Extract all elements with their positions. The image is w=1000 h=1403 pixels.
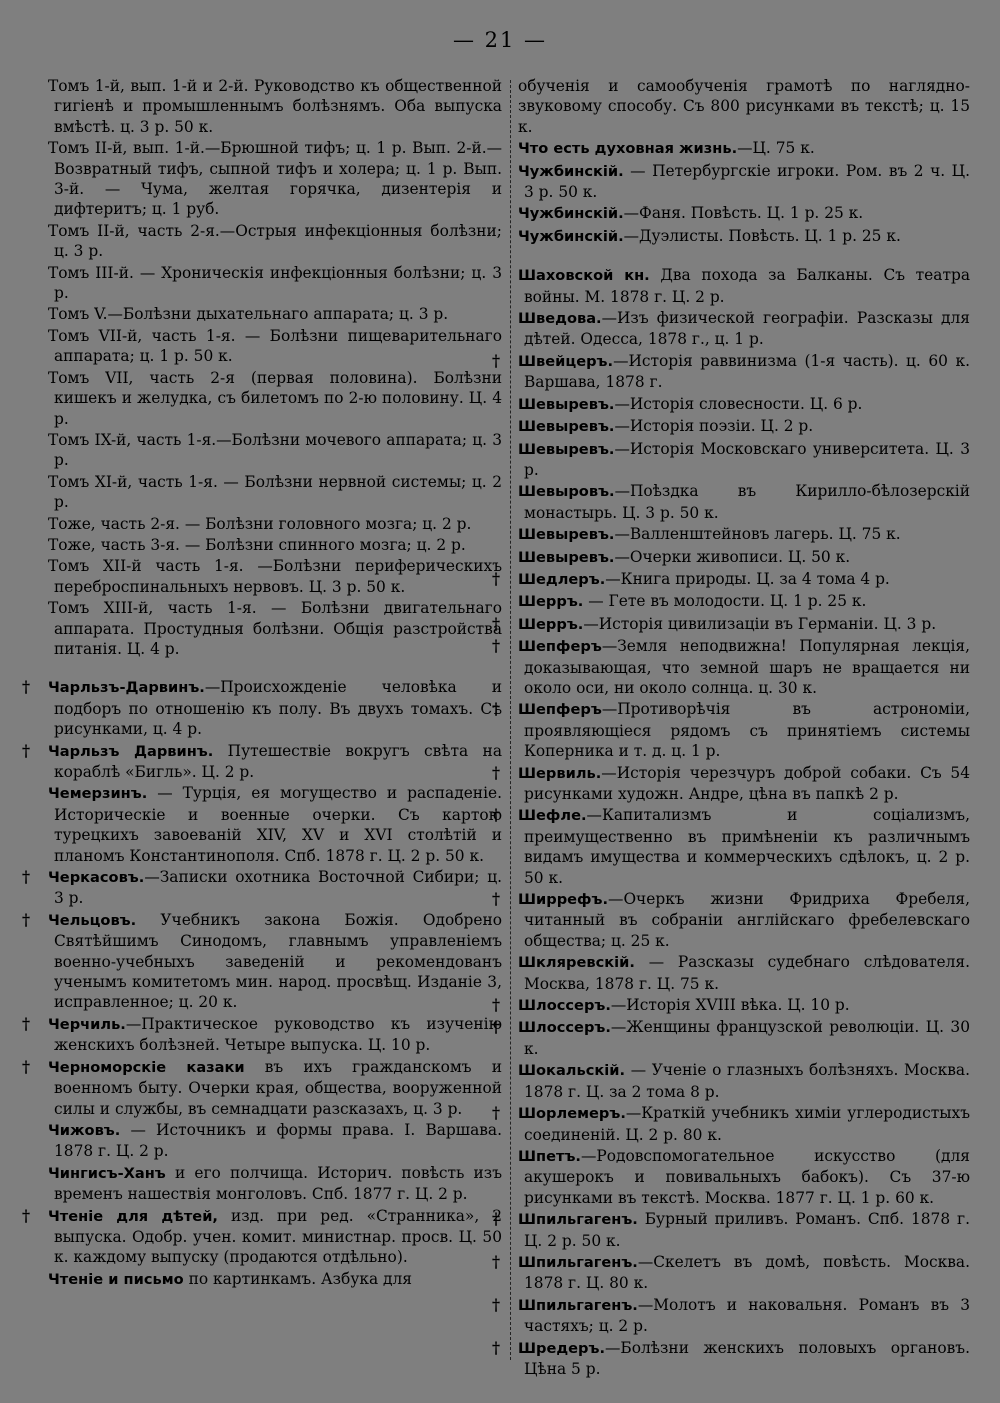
entry-text: —Дуэлисты. Повѣсть. Ц. 1 р. 25 к. [623, 226, 901, 245]
entry-text: —Скелетъ въ домѣ, повѣсть. Москва. 1878 г. Ц. 80 к. [524, 1252, 970, 1293]
entry-text: —Краткій учебникъ химіи углеродистыхъ соединеній. Ц. 2 р. 80 к. [524, 1104, 970, 1144]
column-divider [510, 80, 511, 1360]
entry-author: Что есть духовная жизнь. [518, 140, 738, 158]
catalog-entry [518, 1252, 970, 1294]
entry-text: —Валленштейновъ лагерь. Ц. 75 к. [614, 525, 901, 544]
catalog-entry [48, 910, 502, 1013]
catalog-entry [48, 472, 502, 513]
entry-author: Чтеніе для дѣтей, [48, 1207, 218, 1225]
catalog-entry [48, 326, 502, 367]
catalog-entry [518, 1017, 970, 1059]
entry-author: Шкляревскій. [518, 954, 635, 972]
catalog-entry [518, 161, 970, 203]
entry-author: Чарльзъ Дарвинъ. [48, 742, 214, 760]
catalog-entry [48, 368, 502, 429]
catalog-entry [48, 741, 502, 783]
entry-author: Ширрефъ. [518, 891, 609, 909]
entry-author: Шредеръ. [518, 1339, 606, 1357]
catalog-entry [48, 430, 502, 471]
catalog-entry [518, 1146, 970, 1208]
entry-author: Шевыревъ. [518, 548, 615, 566]
catalog-entry [518, 805, 970, 888]
entry-text: — Ученіе о глазныхъ болѣзняхъ. Москва. 1878 г. Ц. за 2 тома 8 р. [524, 1061, 970, 1101]
entry-author: Шпильгагенъ. [518, 1211, 638, 1229]
entry-author: Шорлемеръ. [518, 1105, 626, 1123]
entry-author: Шлоссеръ. [518, 1019, 611, 1037]
entry-text: Томъ III-й. — Хроническія инфекціонныя болѣзни; ц. 3 р. [48, 263, 502, 303]
catalog-entry [48, 263, 502, 304]
entry-author: Швейцеръ. [518, 352, 614, 370]
entry-text: Бурный приливъ. Романъ. Спб. 1878 г. Ц. 2 р. 50 к. [524, 1210, 970, 1250]
catalog-entry [518, 1060, 970, 1102]
catalog-entry [518, 138, 970, 159]
entry-text: Учебникъ закона Божія. Одобрено Святѣйшимъ Синодомъ, главнымъ управленіемъ военно-учебныхъ заведеній и рекомендованъ ученымъ комитетомъ мин. народ. просвѣщ. Изданіе 3, исправленное; ц. 20 к. [54, 910, 502, 1012]
catalog-entry [48, 221, 502, 262]
page-number: — 21 — [452, 28, 548, 52]
entry-author: Черноморскіе казаки [48, 1058, 245, 1076]
entry-author: Чингисъ-Ханъ [48, 1164, 166, 1182]
entry-text: —Поѣздка въ Кирилло-бѣлозерскій монастырь. Ц. 3 р. 50 к. [524, 482, 970, 522]
entry-author: Чужбинскій. [518, 227, 624, 245]
catalog-entry [518, 569, 970, 590]
entry-text: Два похода за Балканы. Съ театра войны. М. 1878 г. Ц. 2 р. [524, 266, 970, 306]
entry-text: — Петербургскіе игроки. Ром. въ 2 ч. Ц. 3 р. 50 к. [524, 161, 970, 202]
catalog-entry [518, 351, 970, 393]
entry-author: Шевыревъ. [518, 526, 615, 544]
catalog-entry [518, 416, 970, 437]
entry-author: Чужбинскій. [518, 162, 624, 180]
catalog-entry [518, 308, 970, 350]
entry-author: Шевыровъ. [518, 483, 615, 501]
catalog-entry [48, 867, 502, 909]
entry-author: Шерръ. [518, 615, 584, 633]
entry-author: Шепферъ [518, 638, 602, 656]
entry-author: Чижовъ. [48, 1121, 121, 1139]
entry-text: — Гете въ молодости. Ц. 1 р. 25 к. [583, 592, 867, 611]
catalog-entry [518, 699, 970, 761]
entry-author: Черчиль. [48, 1015, 126, 1033]
catalog-entry [518, 995, 970, 1016]
entry-text: Томъ VII-й, часть 1-я. — Болѣзни пищеварительнаго аппарата; ц. 1 р. 50 к. [48, 326, 502, 366]
entry-text: —Противорѣчія въ астрономіи, проявляющіеся рядомъ съ принятіемъ системы Коперника и т. д. ц. 1 р. [524, 700, 970, 761]
entry-author: Шокальскій. [518, 1062, 626, 1080]
catalog-entry [518, 614, 970, 635]
catalog-entry [518, 76, 970, 137]
left-column [48, 76, 502, 1291]
catalog-entry [48, 556, 502, 597]
catalog-entry [48, 1057, 502, 1119]
entry-author: Чужбинскій. [518, 205, 624, 223]
entry-text: —Исторія Московскаго университета. Ц. 3 р. [524, 439, 970, 479]
entry-text: обученія и самообученія грамотѣ по наглядно-звуковому способу. Съ 800 рисунками въ текстѣ; ц. 15 к. [518, 77, 970, 136]
entry-author: Шпетъ. [518, 1147, 581, 1165]
entry-text: —Происхожденіе человѣка и подборъ по отношенію къ полу. Въ двухъ томахъ. Съ рисунками, ц. 4 р. [54, 678, 502, 739]
entry-text: — Турція, ея могущество и распаденіе. Историческіе и военные очерки. Съ картою турецкихъ завоеваній XIV, XV и XVI столѣтій и планомъ Константинополя. Спб. 1878 г. Ц. 2 р. 50 к. [54, 784, 502, 865]
catalog-entry [518, 203, 970, 224]
entry-text: —Болѣзни женскихъ половыхъ органовъ. Цѣна 5 р. [524, 1338, 970, 1378]
entry-text: —Фаня. Повѣсть. Ц. 1 р. 25 к. [623, 204, 864, 223]
catalog-entry [48, 1206, 502, 1268]
entry-author: Шлоссеръ. [518, 997, 611, 1015]
entry-text: и его полчища. Историч. повѣсть изъ временъ нашествія монголовъ. Спб. 1877 г. Ц. 2 р. [54, 1163, 502, 1204]
entry-text: — Разсказы судебнаго слѣдователя. Москва, 1878 г. Ц. 75 к. [524, 953, 970, 993]
catalog-entry [48, 598, 502, 659]
entry-text: —Исторія раввинизма (1-я часть). ц. 60 к. Варшава, 1878 г. [524, 351, 970, 392]
catalog-entry [518, 591, 970, 612]
catalog-entry [48, 304, 502, 324]
entry-author: Шерръ. [518, 593, 584, 611]
entry-text: по картинкамъ. Азбука для [183, 1269, 413, 1288]
catalog-entry [48, 1269, 502, 1290]
entry-text: —Изъ физической географіи. Разсказы для дѣтей. Одесса, 1878 г., ц. 1 р. [524, 309, 970, 349]
entry-author: Шаховской кн. [518, 267, 650, 285]
entry-author: Шевыревъ. [518, 440, 615, 458]
entry-text: Томъ V.—Болѣзни дыхательнаго аппарата; ц. 3 р. [48, 305, 449, 324]
entry-text: —Очеркъ жизни Фридриха Фребеля, читанный въ собраніи англійскаго фребелевскаго общества; ц. 25 к. [524, 890, 970, 950]
catalog-entry [518, 547, 970, 568]
entry-text: Тоже, часть 2-я. — Болѣзни головного мозга; ц. 2 р. [48, 514, 472, 533]
entry-text: —Молотъ и наковальня. Романъ въ 3 частяхъ; ц. 2 р. [524, 1295, 970, 1336]
entry-text: Тоже, часть 3-я. — Болѣзни спинного мозга; ц. 2 р. [48, 535, 466, 554]
entry-author: Шевыревъ. [518, 418, 615, 436]
entry-author: Шпильгагенъ. [518, 1296, 638, 1314]
catalog-entry [518, 1295, 970, 1337]
catalog-entry [48, 76, 502, 137]
entry-text: изд. при ред. «Странника», 2 выпуска. Одобр. учен. комит. министнар. просв. Ц. 50 к. каждому выпуску (продаются отдѣльно). [54, 1206, 502, 1267]
catalog-entry [518, 524, 970, 545]
entry-author: Чарльзъ-Дарвинъ. [48, 679, 205, 697]
catalog-entry [518, 439, 970, 481]
entry-text: —Записки охотника Восточной Сибири; ц. 3 р. [54, 868, 502, 908]
catalog-entry [48, 138, 502, 220]
entry-author: Шведова. [518, 310, 602, 328]
catalog-entry [48, 535, 502, 555]
catalog-entry [518, 889, 970, 951]
entry-text: Томъ 1-й, вып. 1-й и 2-й. Руководство къ общественной гигіенѣ и промышленнымъ болѣзнямъ. Оба выпуска вмѣстѣ. ц. 3 р. 50 к. [48, 77, 502, 136]
catalog-entry [518, 1103, 970, 1145]
entry-text: —Исторія словесности. Ц. 6 р. [614, 394, 863, 413]
entry-text: Томъ II-й, часть 2-я.—Острыя инфекціонныя болѣзни; ц. 3 р. [48, 221, 502, 261]
entry-text: —Исторія поэзіи. Ц. 2 р. [614, 417, 814, 436]
catalog-entry [518, 265, 970, 307]
entry-author: Шефле. [518, 807, 587, 825]
entry-author: Шпильгагенъ. [518, 1253, 638, 1271]
catalog-entry [518, 1209, 970, 1251]
entry-author: Шепферъ [518, 701, 602, 719]
entry-author: Шедлеръ. [518, 570, 606, 588]
catalog-entry [518, 481, 970, 523]
catalog-entry [518, 394, 970, 415]
entry-author: Чтеніе и письмо [48, 1270, 184, 1288]
entry-text: —Капитализмъ и соціализмъ, преимущественно въ примѣненіи къ различнымъ видамъ имущества и коммерческихъ сдѣлокъ, ц. 2 р. 50 к. [524, 806, 970, 887]
entry-text: — Источникъ и формы права. I. Варшава. 1878 г. Ц. 2 р. [54, 1120, 502, 1161]
entry-text: Томъ XII-й часть 1-я. —Болѣзни периферическихъ переброспинальныхъ нервовъ. Ц. 3 р. 50 к. [48, 557, 502, 596]
entry-text: Томъ IX-й, часть 1-я.—Болѣзни мочевого аппарата; ц. 3 р. [48, 430, 502, 470]
catalog-entry [48, 783, 502, 866]
entry-text: въ ихъ гражданскомъ и военномъ быту. Очерки края, общества, вооруженной силы и службы, въ семнадцати разсказахъ, ц. 3 р. [54, 1057, 502, 1118]
entry-text: —Женщины французской революціи. Ц. 30 к. [524, 1018, 970, 1058]
entry-text: —Ц. 75 к. [737, 139, 815, 158]
catalog-entry [518, 1338, 970, 1380]
catalog-entry [518, 226, 970, 247]
entry-text: Томъ XIII-й, часть 1-я. — Болѣзни двигательнаго аппарата. Простудныя болѣзни. Общія разстройства питанія. Ц. 4 р. [48, 599, 502, 658]
catalog-entry [48, 514, 502, 534]
catalog-entry [48, 677, 502, 739]
entry-text: —Книга природы. Ц. за 4 тома 4 р. [605, 569, 890, 588]
entry-text: Томъ XI-й, часть 1-я. — Болѣзни нервной системы; ц. 2 р. [48, 472, 502, 512]
catalog-entry [518, 952, 970, 994]
entry-text: —Родовспомогательное искусство (для акушерокъ и повивальныхъ бабокъ). Съ 37-ю рисунками въ текстѣ. Москва. 1877 г. Ц. 1 р. 60 к. [524, 1146, 970, 1207]
entry-author: Черкасовъ. [48, 869, 145, 887]
entry-text: —Исторія цивилизаціи въ Германіи. Ц. 3 р. [583, 614, 937, 633]
entry-text: Томъ VII, часть 2-я (первая половина). Болѣзни кишекъ и желудка, съ билетомъ по 2-ю половину. Ц. 4 р. [48, 368, 502, 428]
entry-author: Шервиль. [518, 764, 602, 782]
entry-text: —Исторія XVIII вѣка. Ц. 10 р. [610, 996, 850, 1015]
entry-text: Томъ II-й, вып. 1-й.—Брюшной тифъ; ц. 1 р. Вып. 2-й.—Возвратный тифъ, сыпной тифъ и холера; ц. 1 р. Вып. 3-й. — Чума, желтая горячка, дизентерія и дифтеритъ; ц. 1 руб. [48, 139, 502, 219]
entry-author: Шевыревъ. [518, 395, 615, 413]
entry-author: Чемерзинъ. [48, 785, 148, 803]
entry-author: Чельцовъ. [48, 911, 137, 929]
catalog-entry [48, 1120, 502, 1162]
entry-text: Путешествіе вокругъ свѣта на кораблѣ «Бигль». Ц. 2 р. [54, 741, 502, 781]
catalog-entry [48, 1163, 502, 1205]
entry-text: —Исторія черезчуръ доброй собаки. Съ 54 рисунками художн. Андре, цѣна въ папкѣ 2 р. [524, 763, 970, 803]
catalog-entry [518, 763, 970, 805]
entry-text: —Практическое руководство къ изученію женскихъ болѣзней. Четыре выпуска. Ц. 10 р. [54, 1014, 502, 1055]
catalog-entry [48, 1014, 502, 1056]
right-column [518, 76, 970, 1380]
entry-text: —Очерки живописи. Ц. 50 к. [614, 547, 851, 566]
entry-text: —Земля неподвижна! Популярная лекція, доказывающая, что земной шаръ не вращается ни около оси, ни около солнца. ц. 30 к. [524, 637, 970, 697]
catalog-entry [518, 636, 970, 698]
